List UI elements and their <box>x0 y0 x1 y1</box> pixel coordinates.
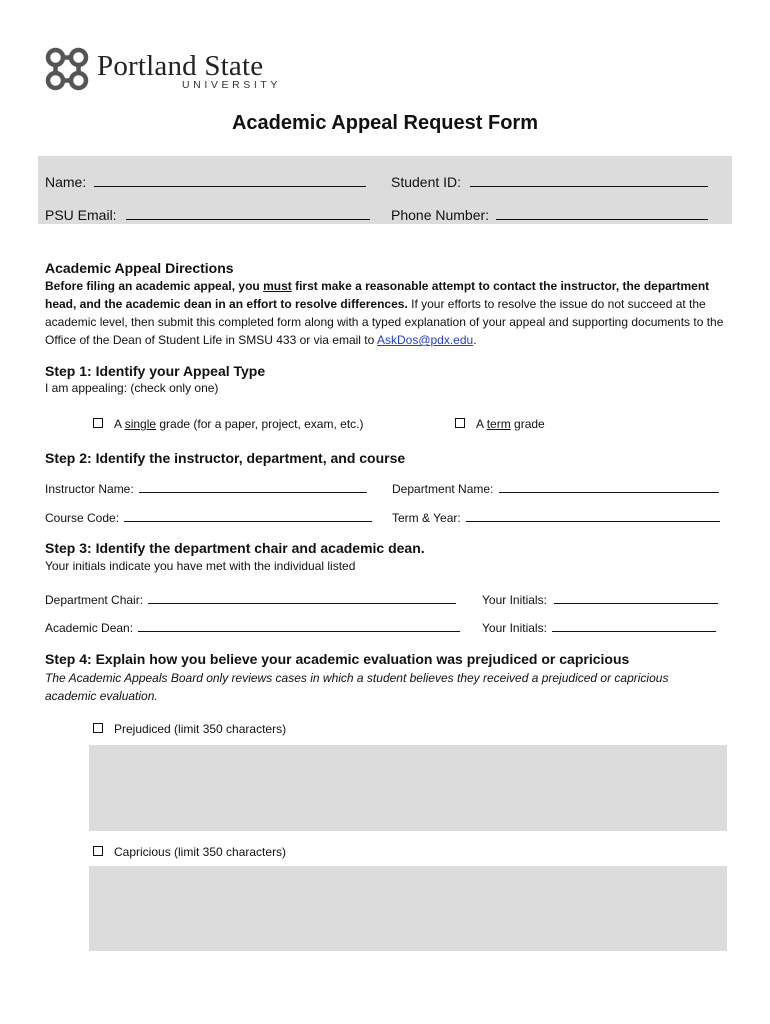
department-label: Department Name: <box>392 482 494 496</box>
university-logo <box>44 46 90 92</box>
academic-dean-label: Academic Dean: <box>45 621 134 635</box>
single-grade-text-pre: A <box>114 417 125 431</box>
student-id-field[interactable] <box>391 174 708 190</box>
step1-heading: Step 1: Identify your Appeal Type <box>45 363 266 379</box>
form-title: Academic Appeal Request Form <box>231 112 538 134</box>
directions-heading: Academic Appeal Directions <box>45 260 234 276</box>
step4-subtext: The Academic Appeals Board only reviews cases in which a student believes they received a prejudiced or capricious academic evaluation. <box>45 671 669 703</box>
capricious-checkbox[interactable] <box>93 846 103 856</box>
term-grade-text-pre: A <box>476 417 487 431</box>
email-input-line[interactable] <box>126 207 370 220</box>
single-grade-checkbox[interactable] <box>93 418 103 428</box>
phone-input-line[interactable] <box>496 207 708 220</box>
term-grade-text-post: grade <box>510 417 545 431</box>
directions-must: must <box>263 279 292 293</box>
university-name: Portland State <box>97 50 264 82</box>
name-input-line[interactable] <box>94 174 366 187</box>
step3-subtext: Your initials indicate you have met with the individual listed <box>45 559 356 573</box>
term-year-field[interactable] <box>392 509 720 525</box>
university-subtitle: UNIVERSITY <box>182 79 282 91</box>
term-grade-checkbox[interactable] <box>455 418 465 428</box>
department-chair-input-line[interactable] <box>148 591 456 604</box>
chair-initials-label: Your Initials: <box>482 593 547 607</box>
directions-bold-1: Before filing an academic appeal, you <box>45 279 264 293</box>
prejudiced-checkbox[interactable] <box>93 723 103 733</box>
term-year-input-line[interactable] <box>466 509 720 522</box>
capricious-option[interactable] <box>93 845 286 859</box>
student-id-input-line[interactable] <box>470 174 708 187</box>
prejudiced-textarea[interactable] <box>89 745 727 831</box>
department-chair-field[interactable] <box>45 591 456 607</box>
term-year-label: Term & Year: <box>392 511 461 525</box>
course-field[interactable] <box>45 509 372 525</box>
capricious-textarea[interactable] <box>89 866 727 951</box>
directions-paragraph <box>45 277 730 349</box>
email-label: PSU Email: <box>45 207 117 223</box>
phone-label: Phone Number: <box>391 207 490 223</box>
dean-initials-field[interactable] <box>482 619 716 635</box>
dean-initials-label: Your Initials: <box>482 621 547 635</box>
department-field[interactable] <box>392 480 719 496</box>
capricious-label: Capricious (limit 350 characters) <box>114 845 287 859</box>
instructor-label: Instructor Name: <box>45 482 134 496</box>
course-input-line[interactable] <box>124 509 372 522</box>
department-chair-label: Department Chair: <box>45 593 144 607</box>
term-grade-option[interactable] <box>455 417 545 431</box>
single-grade-option[interactable] <box>93 417 363 431</box>
instructor-input-line[interactable] <box>139 480 367 493</box>
course-label: Course Code: <box>45 511 120 525</box>
instructor-field[interactable] <box>45 480 367 496</box>
academic-dean-input-line[interactable] <box>138 619 460 632</box>
single-grade-text-u: single <box>124 417 157 431</box>
name-field[interactable] <box>45 174 366 190</box>
askdos-email-link[interactable]: AskDos@pdx.edu <box>376 333 474 347</box>
department-input-line[interactable] <box>499 480 719 493</box>
dean-initials-input-line[interactable] <box>552 619 716 632</box>
email-field[interactable] <box>45 207 370 223</box>
chair-initials-input-line[interactable] <box>554 591 718 604</box>
step1-subtext: I am appealing: (check only one) <box>45 381 219 395</box>
step4-heading: Step 4: Explain how you believe your academic evaluation was prejudiced or capricious <box>45 651 630 667</box>
name-label: Name: <box>45 174 87 190</box>
directions-text: If your efforts to resolve the issue do not succeed at the academic level, then submit this completed form along with a typed explanation of your appeal and supporting documents to the Office of the Dean of Student Life in SMSU 433 or via email to <box>45 297 724 347</box>
psu-logo-icon <box>44 46 90 92</box>
prejudiced-label: Prejudiced (limit 350 characters) <box>114 722 287 736</box>
phone-field[interactable] <box>391 207 708 223</box>
academic-dean-field[interactable] <box>45 619 460 635</box>
step3-heading: Step 3: Identify the department chair and academic dean. <box>45 540 425 556</box>
term-grade-text-u: term <box>486 417 511 431</box>
chair-initials-field[interactable] <box>482 591 718 607</box>
single-grade-text-post: grade (for a paper, project, exam, etc.) <box>156 417 364 431</box>
student-id-label: Student ID: <box>391 174 462 190</box>
step2-heading: Step 2: Identify the instructor, department, and course <box>45 450 406 466</box>
directions-bold-2: first make a reasonable attempt to contact the instructor, the department head, and the academic dean in an effort to resolve differences. <box>45 279 710 311</box>
prejudiced-option[interactable] <box>93 722 286 736</box>
directions-end: . <box>473 333 477 347</box>
